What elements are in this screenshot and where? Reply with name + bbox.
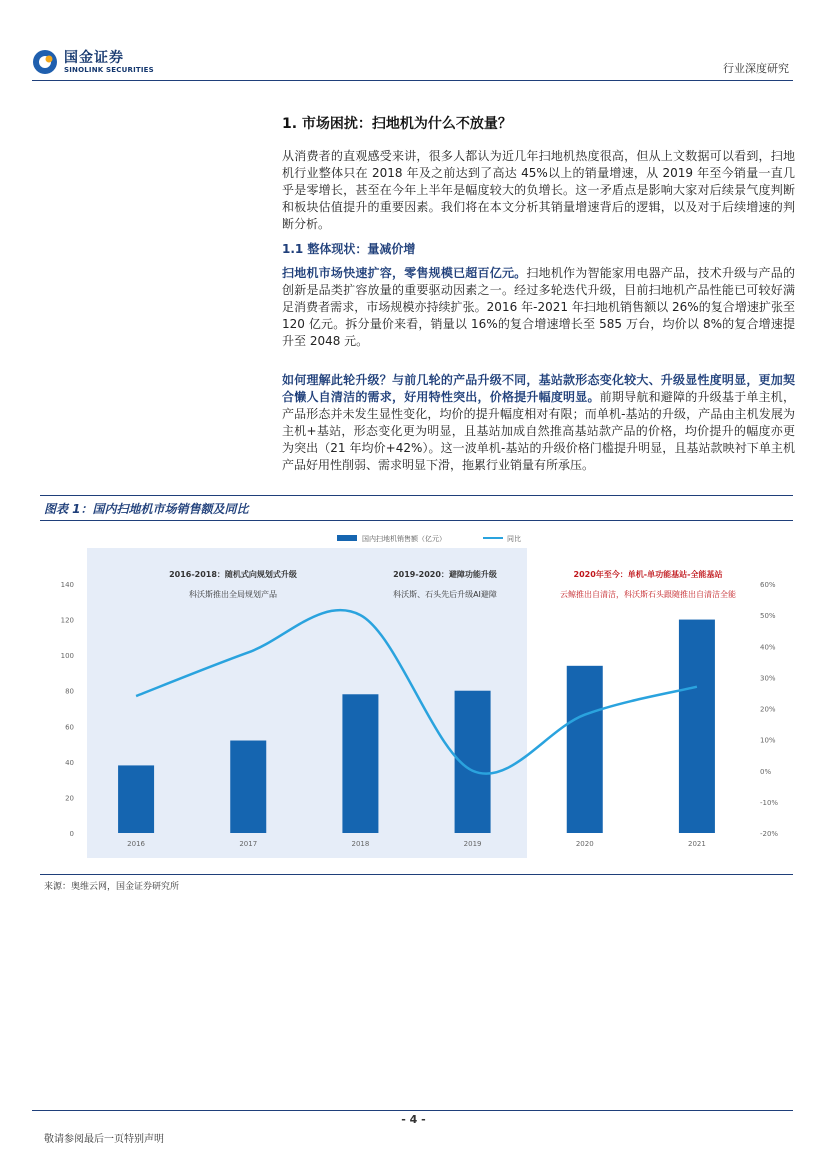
y-left-tick-label: 40 — [65, 758, 74, 767]
phase-title: 2019-2020：避障功能升级 — [393, 570, 497, 579]
header-divider — [32, 80, 793, 81]
intro-paragraph: 从消费者的直观感受来讲，很多人都认为近几年扫地机热度很高，但从上文数据可以看到，扫地机行业整体只在 2018 年及之前达到了高达 45%以上的销量增速，从 2019 年至今销量一直几乎是零增长，甚至在今年上半年是幅度较大的负增长。这一矛盾点是影响大家对后续景气度判断和板块估值提升的重要因素。我们将在本文分析其销量增速背后的逻辑，以及对于后续增速的判断分析。 — [282, 149, 795, 231]
figure-caption-rule — [40, 520, 793, 521]
y-right-tick-label: 20% — [760, 705, 776, 714]
logo-english-name: SINOLINK SECURITIES — [64, 66, 154, 74]
y-left-tick-label: 140 — [60, 581, 74, 589]
y-left-tick-label: 100 — [60, 652, 74, 661]
section-title: 1. 市场困扰：扫地机为什么不放量？ — [282, 116, 512, 132]
subsection-title: 1.1 整体现状：量减价增 — [282, 242, 416, 256]
phase-title: 2020年至今：单机-单功能基站-全能基站 — [573, 570, 723, 579]
sales-bar — [118, 765, 154, 833]
phase-description: 科沃斯推出全局规划产品 — [189, 590, 277, 599]
sales-bar — [342, 694, 378, 833]
x-tick-label: 2017 — [239, 840, 258, 848]
paragraph-lead: 扫地机市场快速扩容，零售规模已超百亿元。 — [282, 266, 527, 280]
y-right-tick-label: -10% — [760, 798, 779, 807]
sinolink-logo-icon — [32, 49, 58, 75]
figure-source: 来源：奥维云网，国金证券研究所 — [44, 882, 180, 892]
y-right-tick-label: 60% — [760, 581, 776, 589]
x-tick-label: 2021 — [688, 840, 706, 848]
sales-bar — [567, 666, 603, 833]
x-tick-label: 2020 — [575, 840, 594, 848]
figure-top-rule — [40, 495, 793, 496]
footer-divider — [32, 1110, 793, 1111]
x-tick-label: 2019 — [463, 840, 482, 848]
y-right-tick-label: -20% — [760, 830, 779, 838]
phase-description: 云鲸推出自清洁，科沃斯石头跟随推出自清洁全能 — [560, 590, 736, 599]
phase-title: 2016-2018：随机式向规划式升级 — [169, 570, 297, 579]
logo-chinese-name: 国金证券 — [64, 50, 124, 66]
report-type-label: 行业深度研究 — [723, 62, 789, 75]
figure-bottom-rule — [40, 874, 793, 875]
figure-caption: 图表 1：国内扫地机市场销售额及同比 — [44, 502, 249, 516]
y-left-tick-label: 0 — [69, 830, 74, 838]
legend-label-sales: 国内扫地机销售额（亿元） — [362, 535, 446, 543]
disclaimer: 敬请参阅最后一页特别声明 — [44, 1134, 164, 1145]
y-left-tick-label: 60 — [65, 723, 74, 732]
sales-bar — [230, 741, 266, 833]
y-right-tick-label: 10% — [760, 736, 776, 745]
x-tick-label: 2016 — [127, 840, 145, 848]
y-right-tick-label: 50% — [760, 612, 776, 621]
page-number: - 4 - — [401, 1113, 426, 1126]
sales-chart — [40, 522, 793, 872]
paragraph-lead: 如何理解此轮升级？与前几轮的产品升级不同，基站款形态变化较大、升级显性度明显，更加契合懒人自清洁的需求，好用特性突出，价格提升幅度明显。 — [282, 373, 795, 404]
legend-swatch-sales — [337, 535, 357, 541]
y-right-tick-label: 40% — [760, 643, 776, 652]
upgrade-paragraph — [282, 372, 795, 474]
y-left-tick-label: 20 — [65, 794, 74, 803]
phase-description: 科沃斯、石头先后升级AI避障 — [393, 590, 497, 599]
y-left-tick-label: 120 — [60, 616, 74, 625]
sales-bar — [679, 620, 715, 833]
legend-label-yoy: 同比 — [507, 535, 521, 543]
paragraph-body: 前期导航和避障的升级基于单主机，产品形态并未发生显性变化，均价的提升幅度相对有限；而单机-基站的升级，产品由主机发展为主机+基站，形态变化更为明显，且基站加成自然推高基站款产品的价格，均价提升的幅度亦更为突出（21 年均价+42%）。这一波单机-基站的升级价格门槛提升明显，且基站款映衬下单主机产品好用性削弱、需求明显下滑，拖累行业销量有所承压。 — [282, 390, 795, 472]
y-right-tick-label: 0% — [760, 767, 772, 776]
y-right-tick-label: 30% — [760, 674, 776, 683]
x-tick-label: 2018 — [351, 840, 370, 848]
paragraph-body: 扫地机作为智能家用电器产品，技术升级与产品的创新是品类扩容放量的重要驱动因素之一。经过多轮迭代升级，目前扫地机产品性能已可较好满足消费者需求，市场规模亦持续扩张。2016 年-2021 年扫地机销售额以 26%的复合增速扩张至 120 亿元。拆分量价来看，销量以 16%的复合增速增长至 585 万台，均价以 8%的复合增速提升至 2048 元。 — [282, 266, 795, 348]
y-left-tick-label: 80 — [65, 687, 74, 696]
market-expansion-paragraph — [282, 265, 795, 350]
